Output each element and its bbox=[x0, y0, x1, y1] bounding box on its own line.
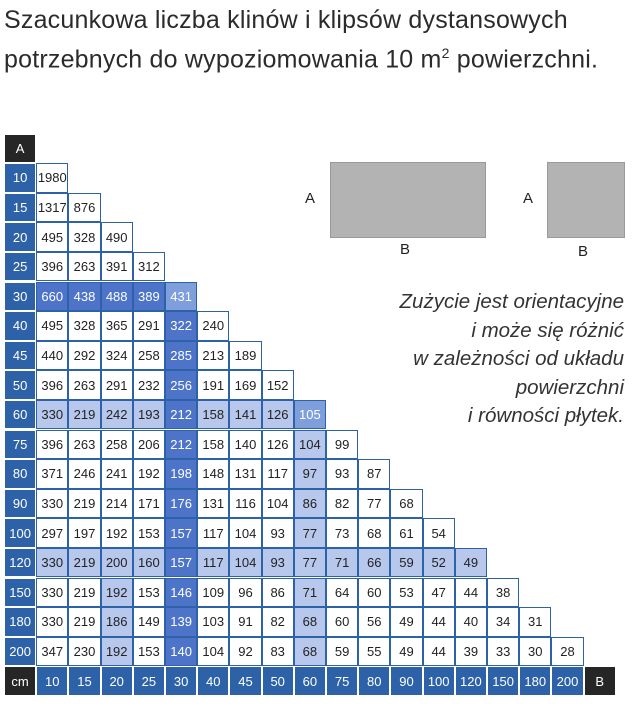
table-cell: 131 bbox=[197, 489, 229, 519]
table-cell: 212 bbox=[165, 400, 197, 430]
table-cell: 263 bbox=[68, 430, 100, 460]
table-cell: 219 bbox=[68, 578, 100, 608]
note-line: i może się różnić bbox=[471, 318, 624, 342]
table-cell: 86 bbox=[294, 489, 326, 519]
row-header: 25 bbox=[4, 252, 36, 282]
table-cell: 34 bbox=[487, 607, 519, 637]
table-cell: 73 bbox=[326, 518, 358, 548]
table-cell: 391 bbox=[101, 252, 133, 282]
table-cell: 68 bbox=[358, 518, 390, 548]
table-cell: 104 bbox=[197, 637, 229, 667]
table-cell: 68 bbox=[390, 489, 422, 519]
table-cell: 242 bbox=[101, 400, 133, 430]
table-cell: 153 bbox=[133, 518, 165, 548]
rect-label-a: A bbox=[305, 190, 316, 207]
row-header: 60 bbox=[4, 400, 36, 430]
table-cell: 495 bbox=[36, 222, 68, 252]
table-cell: 53 bbox=[390, 578, 422, 608]
table-cell: 193 bbox=[133, 400, 165, 430]
table-cell: 97 bbox=[294, 459, 326, 489]
table-cell: 96 bbox=[229, 578, 261, 608]
table-cell: 330 bbox=[36, 607, 68, 637]
table-cell: 488 bbox=[101, 282, 133, 312]
table-cell: 292 bbox=[68, 341, 100, 371]
table-cell: 117 bbox=[197, 518, 229, 548]
table-cell: 68 bbox=[294, 637, 326, 667]
table-cell: 365 bbox=[101, 311, 133, 341]
table-cell: 141 bbox=[229, 400, 261, 430]
column-axis-header: B bbox=[584, 666, 616, 696]
table-cell: 104 bbox=[262, 489, 294, 519]
row-header: 150 bbox=[4, 578, 36, 608]
row-header: 200 bbox=[4, 637, 36, 667]
table-cell: 312 bbox=[133, 252, 165, 282]
column-header: 10 bbox=[36, 666, 68, 696]
usage-note bbox=[334, 288, 624, 431]
square-label-b: B bbox=[578, 243, 589, 260]
table-cell: 71 bbox=[326, 548, 358, 578]
table-cell: 56 bbox=[358, 607, 390, 637]
note-line: powierzchni bbox=[515, 375, 624, 399]
table-cell: 330 bbox=[36, 578, 68, 608]
table-cell: 59 bbox=[390, 548, 422, 578]
table-cell: 55 bbox=[358, 637, 390, 667]
table-cell: 232 bbox=[133, 370, 165, 400]
table-cell: 104 bbox=[229, 548, 261, 578]
row-header: 120 bbox=[4, 548, 36, 578]
table-cell: 116 bbox=[229, 489, 261, 519]
table-cell: 87 bbox=[358, 459, 390, 489]
table-cell: 82 bbox=[262, 607, 294, 637]
table-cell: 396 bbox=[36, 370, 68, 400]
table-cell: 256 bbox=[165, 370, 197, 400]
table-cell: 192 bbox=[133, 459, 165, 489]
table-cell: 219 bbox=[68, 489, 100, 519]
title-line-2-end: powierzchni. bbox=[449, 45, 599, 74]
table-cell: 157 bbox=[165, 518, 197, 548]
table-cell: 77 bbox=[294, 548, 326, 578]
table-cell: 105 bbox=[294, 400, 326, 430]
row-header: 15 bbox=[4, 193, 36, 223]
column-header: 180 bbox=[519, 666, 551, 696]
table-cell: 149 bbox=[133, 607, 165, 637]
table-cell: 117 bbox=[262, 459, 294, 489]
table-cell: 91 bbox=[229, 607, 261, 637]
table-cell: 77 bbox=[358, 489, 390, 519]
table-cell: 60 bbox=[326, 607, 358, 637]
table-cell: 44 bbox=[423, 637, 455, 667]
table-cell: 31 bbox=[519, 607, 551, 637]
table-cell: 212 bbox=[165, 430, 197, 460]
table-cell: 153 bbox=[133, 578, 165, 608]
table-cell: 240 bbox=[197, 311, 229, 341]
row-header: 80 bbox=[4, 459, 36, 489]
column-header: 45 bbox=[229, 666, 261, 696]
table-cell: 219 bbox=[68, 607, 100, 637]
table-cell: 157 bbox=[165, 548, 197, 578]
table-cell: 258 bbox=[133, 341, 165, 371]
table-cell: 189 bbox=[229, 341, 261, 371]
table-cell: 213 bbox=[197, 341, 229, 371]
table-cell: 54 bbox=[423, 518, 455, 548]
table-cell: 66 bbox=[358, 548, 390, 578]
table-cell: 47 bbox=[423, 578, 455, 608]
table-cell: 82 bbox=[326, 489, 358, 519]
table-cell: 263 bbox=[68, 370, 100, 400]
table-cell: 1317 bbox=[36, 193, 68, 223]
table-cell: 396 bbox=[36, 430, 68, 460]
column-header: 50 bbox=[262, 666, 294, 696]
table-cell: 71 bbox=[294, 578, 326, 608]
table-cell: 30 bbox=[519, 637, 551, 667]
column-header: 80 bbox=[358, 666, 390, 696]
table-cell: 263 bbox=[68, 252, 100, 282]
table-cell: 158 bbox=[197, 400, 229, 430]
table-cell: 438 bbox=[68, 282, 100, 312]
table-cell: 93 bbox=[326, 459, 358, 489]
table-cell: 206 bbox=[133, 430, 165, 460]
square-label-a: A bbox=[523, 190, 534, 207]
table-cell: 291 bbox=[101, 370, 133, 400]
table-cell: 431 bbox=[165, 282, 197, 312]
table-cell: 440 bbox=[36, 341, 68, 371]
row-header: 10 bbox=[4, 163, 36, 193]
table-cell: 64 bbox=[326, 578, 358, 608]
table-cell: 660 bbox=[36, 282, 68, 312]
row-header: 30 bbox=[4, 282, 36, 312]
table-cell: 219 bbox=[68, 400, 100, 430]
table-cell: 191 bbox=[197, 370, 229, 400]
table-cell: 39 bbox=[455, 637, 487, 667]
table-cell: 28 bbox=[551, 637, 583, 667]
rect-label-b: B bbox=[400, 241, 411, 258]
table-cell: 347 bbox=[36, 637, 68, 667]
column-header: 75 bbox=[326, 666, 358, 696]
table-cell: 291 bbox=[133, 311, 165, 341]
title-superscript: 2 bbox=[441, 45, 450, 61]
table-cell: 103 bbox=[197, 607, 229, 637]
table-cell: 169 bbox=[229, 370, 261, 400]
table-cell: 330 bbox=[36, 400, 68, 430]
note-line: Zużycie jest orientacyjne bbox=[399, 290, 624, 313]
column-header: 90 bbox=[390, 666, 422, 696]
table-cell: 59 bbox=[326, 637, 358, 667]
table-cell: 153 bbox=[133, 637, 165, 667]
table-cell: 44 bbox=[423, 607, 455, 637]
table-cell: 389 bbox=[133, 282, 165, 312]
table-cell: 330 bbox=[36, 489, 68, 519]
column-header: 20 bbox=[101, 666, 133, 696]
table-cell: 131 bbox=[229, 459, 261, 489]
table-cell: 490 bbox=[101, 222, 133, 252]
column-header: 100 bbox=[423, 666, 455, 696]
column-header: 15 bbox=[68, 666, 100, 696]
column-header: 40 bbox=[197, 666, 229, 696]
unit-label: cm bbox=[4, 666, 36, 696]
table-cell: 49 bbox=[455, 548, 487, 578]
row-header: 180 bbox=[4, 607, 36, 637]
table-cell: 186 bbox=[101, 607, 133, 637]
table-cell: 495 bbox=[36, 311, 68, 341]
table-cell: 876 bbox=[68, 193, 100, 223]
column-header: 150 bbox=[487, 666, 519, 696]
table-cell: 148 bbox=[197, 459, 229, 489]
table-cell: 200 bbox=[101, 548, 133, 578]
table-cell: 117 bbox=[197, 548, 229, 578]
table-cell: 192 bbox=[101, 578, 133, 608]
table-cell: 49 bbox=[390, 607, 422, 637]
table-cell: 396 bbox=[36, 252, 68, 282]
table-cell: 146 bbox=[165, 578, 197, 608]
row-header: 100 bbox=[4, 518, 36, 548]
table-cell: 330 bbox=[36, 548, 68, 578]
title-line-1: Szacunkowa liczba klinów i klipsów dystansowych bbox=[4, 6, 568, 34]
table-cell: 285 bbox=[165, 341, 197, 371]
table-cell: 99 bbox=[326, 430, 358, 460]
table-cell: 328 bbox=[68, 311, 100, 341]
table-cell: 104 bbox=[294, 430, 326, 460]
table-cell: 160 bbox=[133, 548, 165, 578]
table-cell: 230 bbox=[68, 637, 100, 667]
table-cell: 139 bbox=[165, 607, 197, 637]
table-cell: 324 bbox=[101, 341, 133, 371]
table-cell: 60 bbox=[358, 578, 390, 608]
table-cell: 109 bbox=[197, 578, 229, 608]
table-cell: 44 bbox=[455, 578, 487, 608]
table-cell: 38 bbox=[487, 578, 519, 608]
note-line: i równości płytek. bbox=[467, 404, 624, 427]
column-header: 60 bbox=[294, 666, 326, 696]
row-header: 50 bbox=[4, 370, 36, 400]
table-cell: 104 bbox=[229, 518, 261, 548]
square-tile bbox=[547, 162, 625, 238]
row-header: 75 bbox=[4, 430, 36, 460]
table-cell: 40 bbox=[455, 607, 487, 637]
rectangle-tile bbox=[330, 162, 486, 238]
table-cell: 86 bbox=[262, 578, 294, 608]
table-cell: 126 bbox=[262, 430, 294, 460]
table-cell: 192 bbox=[101, 637, 133, 667]
table-cell: 93 bbox=[262, 518, 294, 548]
table-cell: 322 bbox=[165, 311, 197, 341]
table-cell: 126 bbox=[262, 400, 294, 430]
column-header: 25 bbox=[133, 666, 165, 696]
table-cell: 52 bbox=[423, 548, 455, 578]
table-cell: 176 bbox=[165, 489, 197, 519]
row-header: 40 bbox=[4, 311, 36, 341]
row-header: 20 bbox=[4, 222, 36, 252]
table-cell: 33 bbox=[487, 637, 519, 667]
table-cell: 93 bbox=[262, 548, 294, 578]
table-cell: 140 bbox=[229, 430, 261, 460]
table-cell: 92 bbox=[229, 637, 261, 667]
table-cell: 197 bbox=[68, 518, 100, 548]
table-cell: 49 bbox=[390, 637, 422, 667]
table-cell: 198 bbox=[165, 459, 197, 489]
table-cell: 171 bbox=[133, 489, 165, 519]
row-header: 45 bbox=[4, 341, 36, 371]
row-header: 90 bbox=[4, 489, 36, 519]
column-header: 200 bbox=[551, 666, 583, 696]
table-cell: 68 bbox=[294, 607, 326, 637]
title-line-2-text: potrzebnych do wypoziomowania 10 m bbox=[4, 45, 442, 74]
row-axis-header: A bbox=[4, 134, 36, 164]
table-cell: 241 bbox=[101, 459, 133, 489]
table-cell: 214 bbox=[101, 489, 133, 519]
table-cell: 83 bbox=[262, 637, 294, 667]
table-cell: 77 bbox=[294, 518, 326, 548]
table-cell: 140 bbox=[165, 637, 197, 667]
table-cell: 371 bbox=[36, 459, 68, 489]
table-cell: 158 bbox=[197, 430, 229, 460]
table-cell: 219 bbox=[68, 548, 100, 578]
table-cell: 152 bbox=[262, 370, 294, 400]
note-line: w zależności od układu bbox=[413, 347, 624, 370]
table-cell: 1980 bbox=[36, 163, 68, 193]
table-cell: 192 bbox=[101, 518, 133, 548]
table-cell: 246 bbox=[68, 459, 100, 489]
table-cell: 328 bbox=[68, 222, 100, 252]
table-cell: 297 bbox=[36, 518, 68, 548]
table-cell: 61 bbox=[390, 518, 422, 548]
column-header: 30 bbox=[165, 666, 197, 696]
column-header: 120 bbox=[455, 666, 487, 696]
table-cell: 258 bbox=[101, 430, 133, 460]
